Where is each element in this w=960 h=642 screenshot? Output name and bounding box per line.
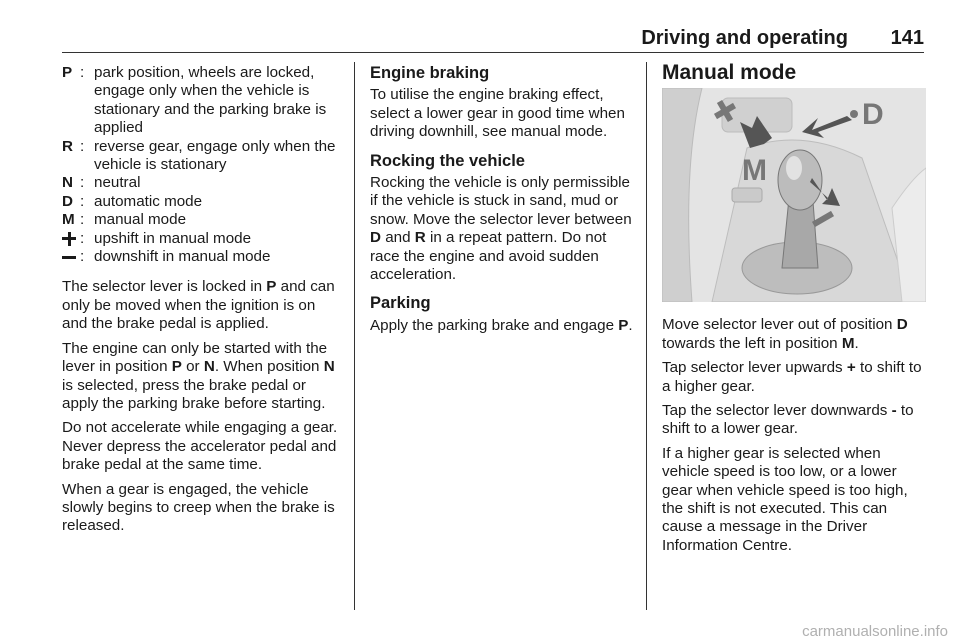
position-key: M <box>62 211 75 229</box>
position-key: R <box>62 137 73 155</box>
figure-label-d: D <box>862 98 884 132</box>
paragraph-rocking: Rocking the vehicle is only permissible if the vehicle is stuck in sand, mud or snow. Move the selector lever between D and R in a repeat pattern. Do not race the engine and avoid sudden acceleration. <box>370 174 632 284</box>
paragraph-upshift: Tap selector lever upwards + to shift to a higher gear. <box>662 359 922 395</box>
heading-engine-braking: Engine braking <box>370 64 490 82</box>
minus-icon <box>62 256 76 259</box>
column-1 <box>62 64 342 542</box>
position-item-m: M : manual mode <box>62 211 342 229</box>
position-list <box>62 64 342 266</box>
position-item-plus: : upshift in manual mode <box>62 230 342 248</box>
plus-icon <box>62 232 76 246</box>
gear-selector-drawing <box>662 88 926 302</box>
gear-selector-illustration <box>662 88 926 302</box>
position-item-p: P : park position, wheels are locked, engage only when the vehicle is stationary and the parking brake is applied <box>62 64 342 138</box>
paragraph-creep: When a gear is engaged, the vehicle slowly begins to creep when the brake is released. <box>62 480 335 535</box>
position-desc: upshift in manual mode <box>94 229 252 247</box>
position-desc: automatic mode <box>94 192 203 210</box>
position-desc: neutral <box>94 174 141 192</box>
page-number: 141 <box>890 27 924 49</box>
paragraph-shift-not-executed: If a higher gear is selected when vehicle speed is too low, or a lower gear when vehicle speed is too high, the shift is not executed. This can cause a message in the Driver Information Centre. <box>662 444 908 554</box>
heading-manual-mode: Manual mode <box>662 61 797 84</box>
position-item-n: N : neutral <box>62 174 342 192</box>
column-2 <box>370 64 634 341</box>
paragraph-engine-start: The engine can only be started with the lever in position P or N. When position N is selected, press the brake pedal or apply the parking brake before starting. <box>62 339 335 412</box>
position-desc: downshift in manual mode <box>94 248 271 266</box>
paragraph-lever-locked: The selector lever is locked in P and can only be moved when the ignition is on and the brake pedal is applied. <box>62 278 335 333</box>
position-desc: reverse gear, engage only when the vehicle is stationary <box>94 137 336 174</box>
position-key: N <box>62 174 73 192</box>
position-desc: park position, wheels are locked, engage only when the vehicle is stationary and the parking brake is applied <box>94 64 327 137</box>
paragraph-downshift: Tap the selector lever downwards - to shift to a lower gear. <box>662 402 914 438</box>
heading-parking: Parking <box>370 294 431 313</box>
paragraph-engine-braking: To utilise the engine braking effect, select a lower gear in good time when driving downhill, see manual mode. <box>370 86 625 141</box>
figure-label-m: M <box>742 154 767 188</box>
paragraph-parking: Apply the parking brake and engage P. <box>370 316 633 334</box>
watermark: carmanualsonline.info <box>802 623 948 640</box>
section-title: Driving and operating <box>641 27 848 49</box>
position-desc: manual mode <box>94 211 187 229</box>
column-divider-1 <box>354 62 355 610</box>
column-divider-2 <box>646 62 647 610</box>
position-key: P <box>62 64 73 81</box>
paragraph-accelerate-warning: Do not accelerate while engaging a gear. Never depress the accelerator pedal and brake pedal at the same time. <box>62 419 338 474</box>
heading-rocking: Rocking the vehicle <box>370 151 525 170</box>
position-item-r: R : reverse gear, engage only when the vehicle is stationary <box>62 138 342 175</box>
position-key: D <box>62 192 73 210</box>
column-3 <box>662 61 926 561</box>
paragraph-move-to-m: Move selector lever out of position D towards the left in position M. <box>662 316 908 352</box>
header-rule <box>62 52 924 53</box>
position-item-minus: : downshift in manual mode <box>62 248 342 266</box>
position-item-d: D : automatic mode <box>62 193 342 211</box>
